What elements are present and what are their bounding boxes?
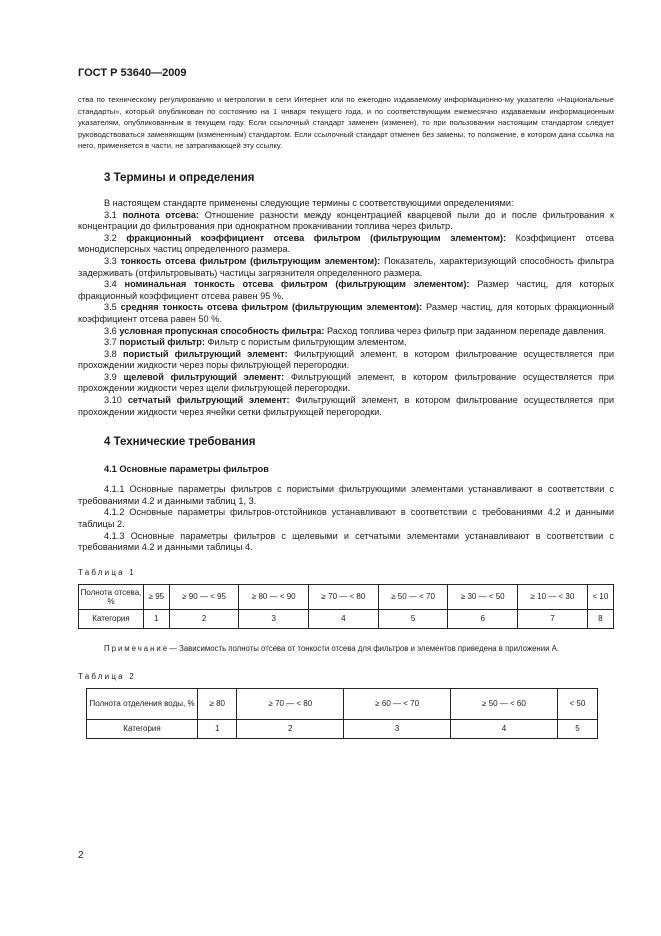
term-name: пористый фильтр: xyxy=(119,337,205,348)
note-text: — Зависимость полноты отсева от тонкости отсева для фильтров и элементов приведена в приложении А. xyxy=(169,643,559,653)
table-cell: < 10 xyxy=(587,584,613,609)
table-cell: 3 xyxy=(344,719,451,738)
table-cell: ≥ 70 — < 80 xyxy=(309,584,379,609)
table-cell: ≥ 90 — < 95 xyxy=(169,584,239,609)
term-definition xyxy=(78,349,614,372)
table-row xyxy=(87,688,598,719)
table-cell: ≥ 10 — < 30 xyxy=(518,584,588,609)
table-row xyxy=(79,584,614,609)
table-cell: ≥ 50 — < 70 xyxy=(378,584,448,609)
section-3-intro: В настоящем стандарте применены следующие термины с соответствующими определениями: xyxy=(104,197,514,208)
terms-list xyxy=(78,210,614,419)
table-cell: ≥ 80 xyxy=(198,688,237,719)
term-definition xyxy=(78,326,614,338)
table-cell: 3 xyxy=(239,609,309,628)
page-number: 2 xyxy=(78,850,84,861)
term-number: 3.10 xyxy=(104,395,122,406)
table-cell: < 50 xyxy=(557,688,597,719)
table-2-caption: Таблица 2 xyxy=(78,671,136,681)
table-header-cell: Категория xyxy=(87,719,198,738)
item-4-1-3: 4.1.3 Основные параметры фильтров с щелевыми и сетчатыми элементами устанавливают в соответствии с требованиями 4.2 и данными таблицы 4. xyxy=(78,530,614,553)
table-header-cell: Полнота отсева, % xyxy=(79,584,144,609)
term-definition xyxy=(78,395,614,418)
table-cell: 1 xyxy=(198,719,237,738)
term-text: Размер частиц, для которых фракционный коэффициент отсева равен 95 %. xyxy=(78,279,614,301)
term-number: 3.7 xyxy=(104,337,117,348)
term-definition xyxy=(78,233,614,256)
term-name: сетчатый фильтрующий элемент: xyxy=(127,395,290,406)
term-name: средняя тонкость отсева фильтром (фильтрующим элементом): xyxy=(120,302,423,313)
table-cell: 2 xyxy=(237,719,344,738)
table-cell: ≥ 60 — < 70 xyxy=(344,688,451,719)
term-definition xyxy=(78,337,614,349)
term-name: фракционный коэффициент отсева фильтром (фильтрующим элементом): xyxy=(126,232,507,243)
term-name: щелевой фильтрующий элемент: xyxy=(123,371,285,382)
table-cell: 5 xyxy=(557,719,597,738)
section-3-title: 3 Термины и определения xyxy=(104,171,255,184)
note-label: Примечание xyxy=(104,643,170,653)
term-text: Показатель, характеризующий способность фильтра задерживать (отфильтровывать) частицы загрязнителя определенного размера. xyxy=(78,255,614,278)
table-1 xyxy=(78,584,614,629)
term-definition xyxy=(78,372,614,395)
table-cell: ≥ 50 — < 60 xyxy=(451,688,558,719)
table-1-note xyxy=(78,643,614,654)
table-cell: 7 xyxy=(518,609,588,628)
term-name: полнота отсева: xyxy=(122,209,200,220)
table-row xyxy=(79,609,614,628)
table-cell: ≥ 95 xyxy=(144,584,170,609)
item-4-1-2: 4.1.2 Основные параметры фильтров-отстойников устанавливают в соответствии с требованиями 4.2 и данными таблицы 2. xyxy=(78,507,614,530)
table-1-caption: Таблица 1 xyxy=(78,567,136,577)
term-text: Расход топлива через фильтр при заданном перепаде давления. xyxy=(326,325,607,336)
term-text: Фильтрующий элемент, в котором фильтрование осуществляется при прохождении жидкости через щели фильтрующей перегородки. xyxy=(78,371,615,394)
term-text: Фильтрующий элемент, в котором фильтрование осуществляется при прохождении жидкости через поры фильтрующей перегородки. xyxy=(78,348,614,371)
document-code: ГОСТ Р 53640—2009 xyxy=(78,67,187,79)
table-cell: ≥ 30 — < 50 xyxy=(448,584,518,609)
term-number: 3.9 xyxy=(104,371,117,382)
term-definition xyxy=(78,256,614,279)
term-number: 3.8 xyxy=(104,348,117,359)
term-text: Фильтр с пористым фильтрующим элементом. xyxy=(207,337,407,348)
table-cell: 1 xyxy=(144,609,170,628)
table-cell: 2 xyxy=(169,609,239,628)
term-name: номинальная тонкость отсева фильтром (фильтрующим элементом): xyxy=(124,279,470,290)
table-header-cell: Категория xyxy=(79,609,144,628)
term-name: условная пропускная способность фильтра: xyxy=(119,325,325,336)
table-cell: 8 xyxy=(587,609,613,628)
table-row xyxy=(87,719,598,738)
item-4-1-1: 4.1.1 Основные параметры фильтров с пористыми фильтрующими элементами устанавливают в соответствии с требованиями 4.2 и данными таблиц 1, 3. xyxy=(78,484,614,506)
term-number: 3.1 xyxy=(104,209,117,220)
table-cell: 6 xyxy=(448,609,518,628)
table-cell: ≥ 70 — < 80 xyxy=(237,688,344,719)
term-definition xyxy=(78,302,614,325)
term-name: пористый фильтрующий элемент: xyxy=(122,348,288,359)
term-number: 3.6 xyxy=(104,325,117,336)
term-number: 3.5 xyxy=(104,302,117,313)
term-definition xyxy=(78,279,614,302)
table-cell: 5 xyxy=(378,609,448,628)
term-number: 3.3 xyxy=(104,255,117,266)
term-name: тонкость отсева фильтром (фильтрующим элементом): xyxy=(120,255,381,266)
term-text: Отношение разности между концентрацией кварцевой пыли до и после фильтрования к концентрации до фильтрования при однократном прокачивании топлива через фильтр. xyxy=(78,209,614,232)
page-content xyxy=(78,94,614,739)
table-header-cell: Полнота отделения воды, % xyxy=(87,688,198,719)
term-number: 3.4 xyxy=(104,279,117,290)
section-4-title: 4 Технические требования xyxy=(104,436,256,449)
term-number: 3.2 xyxy=(104,232,117,243)
term-definition xyxy=(78,210,614,233)
intro-paragraph: ства по техническому регулированию и метрологии в сети Интернет или по ежегодно издаваемому информационно-му указателю «Национальные стандарты», который опубликован по состоянию на 1 января текущего года, и по соответствующим ежемесячно издаваемым информационным указателям, опубликованным в текущем году. Если ссылочный стандарт заменен (изменен), то при пользовании настоящим стандартом следует руководствоваться заменяющим (измененным) стандартом. Если ссылочный стандарт отменен без замены, то положение, в котором дана ссылка на него, применяется в части, не затрагивающей эту ссылку. xyxy=(78,95,614,151)
term-text: Фильтрующий элемент, в котором фильтрование осуществляется при прохождении жидкости через ячейки сетки фильтрующей перегородки. xyxy=(78,395,615,417)
table-cell: 4 xyxy=(309,609,379,628)
table-2 xyxy=(86,688,598,739)
table-cell: ≥ 80 — < 90 xyxy=(239,584,309,609)
term-text: Размер частиц, для которых фракционный коэффициент отсева равен 50 %. xyxy=(78,302,614,324)
subsection-4-1-title: 4.1 Основные параметры фильтров xyxy=(104,464,269,475)
table-cell: 4 xyxy=(451,719,558,738)
term-text: Коэффициент отсева монодисперсных частиц определенного размера. xyxy=(78,232,614,255)
